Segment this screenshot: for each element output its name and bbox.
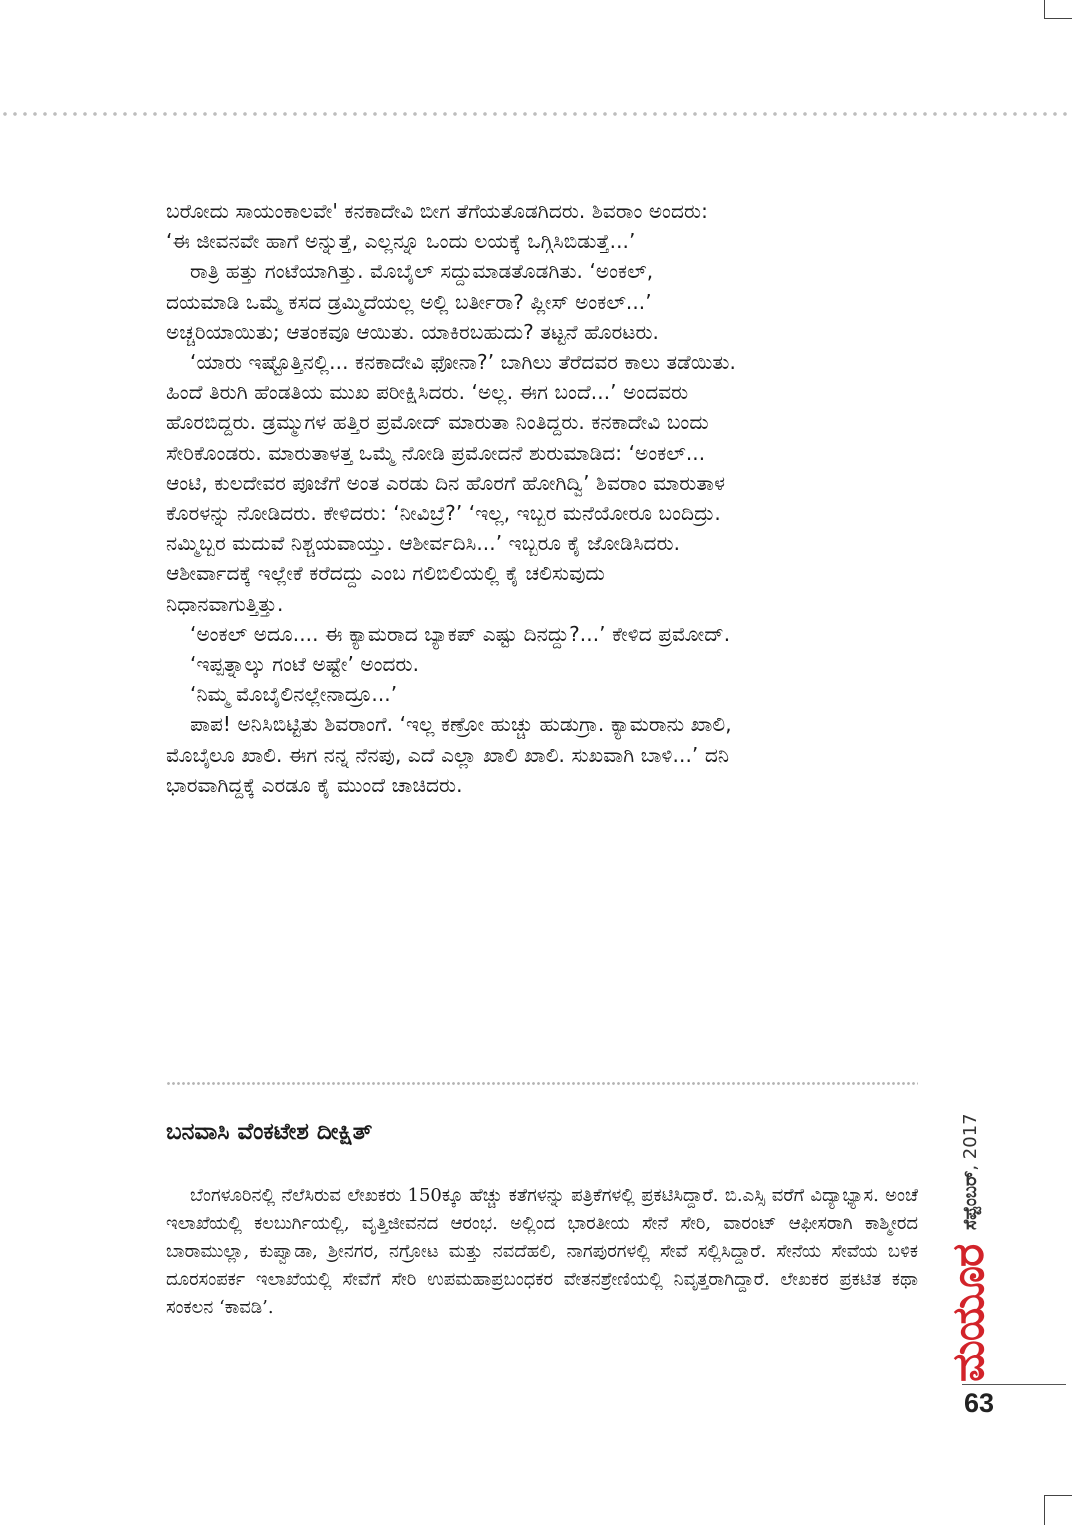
crop-mark-bottom-right: [1044, 1495, 1045, 1525]
author-name: ಬನವಾಸಿ ವೆಂಕಟೇಶ ದೀಕ್ಷಿತ್: [166, 1118, 373, 1145]
magazine-logo: ಮಯೂರ: [943, 1244, 994, 1382]
story-line: ಅಚ್ಚರಿಯಾಯಿತು; ಆತಂಕವೂ ಆಯಿತು. ಯಾಕಿರಬಹುದು? ತಟ್ಟನೆ ಹೊರಟರು.: [166, 319, 659, 344]
story-line: ರಾತ್ರಿ ಹತ್ತು ಗಂಟೆಯಾಗಿತ್ತು. ಮೊಬೈಲ್ ಸದ್ದುಮಾಡತೊಡಗಿತು. ‘ಅಂಕಲ್,: [190, 259, 654, 284]
story-line: ಆಂಟಿ, ಕುಲದೇವರ ಪೂಜೆಗೆ ಅಂತ ಎರಡು ದಿನ ಹೊರಗೆ ಹೋಗಿದ್ವಿ’ ಶಿವರಾಂ ಮಾರುತಾಳ: [166, 470, 726, 495]
story-line: ಬರೋದು ಸಾಯಂಕಾಲವೇ' ಕನಕಾದೇವಿ ಬೀಗ ತೆಗೆಯತೊಡಗಿದರು. ಶಿವರಾಂ ಅಂದರು:: [166, 199, 708, 223]
story-line: ನಿಧಾನವಾಗುತ್ತಿತ್ತು.: [166, 591, 284, 616]
story-line: ಸೇರಿಕೊಂಡರು. ಮಾರುತಾಳತ್ತ ಒಮ್ಮೆ ನೋಡಿ ಪ್ರಮೋದನೆ ಶುರುಮಾಡಿದ: ‘ಅಂಕಲ್...: [166, 440, 706, 465]
issue-year: , 2017: [960, 1113, 981, 1171]
story-line: ಮೊಬೈಲೂ ಖಾಲಿ. ಈಗ ನನ್ನ ನೆನಪು, ಎದೆ ಎಲ್ಲಾ ಖಾಲಿ ಖಾಲಿ. ಸುಖವಾಗಿ ಬಾಳಿ...’ ದನಿ: [166, 742, 730, 767]
story-line: ‘ಇಪ್ಪತ್ನಾಲ್ಕು ಗಂಟೆ ಅಷ್ಟೇ’ ಅಂದರು.: [190, 652, 420, 677]
story-line: ದಯಮಾಡಿ ಒಮ್ಮೆ ಕಸದ ಡ್ರಮ್ಮಿದೆಯಲ್ಲ ಅಲ್ಲಿ ಬರ್ತೀರಾ? ಪ್ಲೀಸ್ ಅಂಕಲ್...’: [166, 289, 652, 314]
story-line: ಹೊರಬಿದ್ದರು. ಡ್ರಮ್ಮುಗಳ ಹತ್ತಿರ ಪ್ರಮೋದ್ ಮಾರುತಾ ನಿಂತಿದ್ದರು. ಕನಕಾದೇವಿ ಬಂದು: [166, 410, 709, 435]
crop-mark-top-right: [1044, 18, 1072, 19]
story-line: ನಮ್ಮಿಬ್ಬರ ಮದುವೆ ನಿಶ್ಚಯವಾಯ್ತು. ಆಶೀರ್ವದಿಸಿ...’ ಇಬ್ಬರೂ ಕೈ ಜೋಡಿಸಿದರು.: [166, 531, 681, 556]
story-line: ಕೊರಳನ್ನು ನೋಡಿದರು. ಕೇಳಿದರು: ‘ನೀವಿಬ್ರೆ?’ ‘ಇಲ್ಲ, ಇಬ್ಬರ ಮನೆಯೋರೂ ಬಂದಿದ್ರು.: [166, 501, 721, 526]
top-dotted-divider: [0, 112, 1072, 116]
story-line: ‘ಅಂಕಲ್ ಅದೂ.... ಈ ಕ್ಯಾಮರಾದ ಬ್ಯಾಕಪ್ ಎಷ್ಟು ದಿನದ್ದು?...’ ಕೇಳಿದ ಪ್ರಮೋದ್.: [190, 621, 731, 646]
story-body: [166, 196, 918, 800]
page-number: 63: [964, 1388, 995, 1418]
story-line: ಹಿಂದೆ ತಿರುಗಿ ಹೆಂಡತಿಯ ಮುಖ ಪರೀಕ್ಷಿಸಿದರು. ‘ಅಲ್ಲ. ಈಗ ಬಂದೆ...’ ಅಂದವರು: [166, 380, 689, 405]
crop-mark-top-right: [1044, 0, 1045, 18]
story-line: ‘ಯಾರು ಇಷ್ಟೊತ್ತಿನಲ್ಲಿ... ಕನಕಾದೇವಿ ಫೋನಾ?’ ಬಾಗಿಲು ತೆರೆದವರ ಕಾಲು ತಡೆಯಿತು.: [190, 350, 736, 375]
story-line: ಆಶೀರ್ವಾದಕ್ಕೆ ಇಲ್ಲೇಕೆ ಕರೆದದ್ದು ಎಂಬ ಗಲಿಬಿಲಿಯಲ್ಲಿ ಕೈ ಚಲಿಸುವುದು: [166, 561, 605, 586]
story-line: ‘ಈ ಜೀವನವೇ ಹಾಗೆ ಅನ್ನುತ್ತೆ, ಎಲ್ಲನ್ನೂ ಒಂದು ಲಯಕ್ಕೆ ಒಗ್ಗಿಸಿಬಿಡುತ್ತೆ...’: [166, 229, 636, 254]
story-line: ಪಾಪ! ಅನಿಸಿಬಿಟ್ಟಿತು ಶಿವರಾಂಗೆ. ‘ಇಲ್ಲ ಕಣ್ರೋ ಹುಚ್ಚು ಹುಡುಗ್ರಾ. ಕ್ಯಾಮರಾನು ಖಾಲಿ,: [190, 712, 732, 737]
crop-mark-bottom-right: [1044, 1495, 1072, 1496]
issue-date: [960, 1113, 981, 1230]
story-line: ಭಾರವಾಗಿದ್ದಕ್ಕೆ ಎರಡೂ ಕೈ ಮುಂದೆ ಚಾಚಿದರು.: [166, 772, 463, 797]
story-line: ‘ನಿಮ್ಮ ಮೊಬೈಲಿನಲ್ಲೇನಾದ್ರೂ...’: [190, 682, 398, 707]
bio-dotted-divider: [166, 1082, 918, 1085]
issue-month: ಸೆಪ್ಟೆಂಬರ್: [960, 1170, 981, 1230]
author-bio: ಬೆಂಗಳೂರಿನಲ್ಲಿ ನೆಲೆಸಿರುವ ಲೇಖಕರು 150ಕ್ಕೂ ಹೆಚ್ಚು ಕತೆಗಳನ್ನು ಪತ್ರಿಕೆಗಳಲ್ಲಿ ಪ್ರಕಟಿಸಿದ್ದಾರೆ. ಬಿ.ಎಸ್ಸಿ ವರೆಗೆ ವಿದ್ಯಾಭ್ಯಾಸ. ಅಂಚೆ ಇಲಾಖೆಯಲ್ಲಿ ಕಲಬುರ್ಗಿಯಲ್ಲಿ, ವೃತ್ತಿಜೀವನದ ಆರಂಭ. ಅಲ್ಲಿಂದ ಭಾರತೀಯ ಸೇನೆ ಸೇರಿ, ವಾರಂಟ್ ಆಫೀಸರಾಗಿ ಕಾಶ್ಮೀರದ ಬಾರಾಮುಲ್ಲಾ, ಕುಪ್ವಾಡಾ, ಶ್ರೀನಗರ, ನಗ್ರೋಟ ಮತ್ತು ನವದೆಹಲಿ, ನಾಗಪುರಗಳಲ್ಲಿ ಸೇವೆ ಸಲ್ಲಿಸಿದ್ದಾರೆ. ಸೇನೆಯ ಸೇವೆಯ ಬಳಿಕ ದೂರಸಂಪರ್ಕ ಇಲಾಖೆಯಲ್ಲಿ ಸೇವೆಗೆ ಸೇರಿ ಉಪಮಹಾಪ್ರಬಂಧಕರ ವೇತನಶ್ರೇಣಿಯಲ್ಲಿ ನಿವೃತ್ತರಾಗಿದ್ದಾರೆ. ಲೇಖಕರ ಪ್ರಕಟಿತ ಕಥಾ ಸಂಕಲನ ‘ಕಾವಡಿ’.: [166, 1185, 918, 1318]
page-number-rule: [962, 1384, 1066, 1385]
